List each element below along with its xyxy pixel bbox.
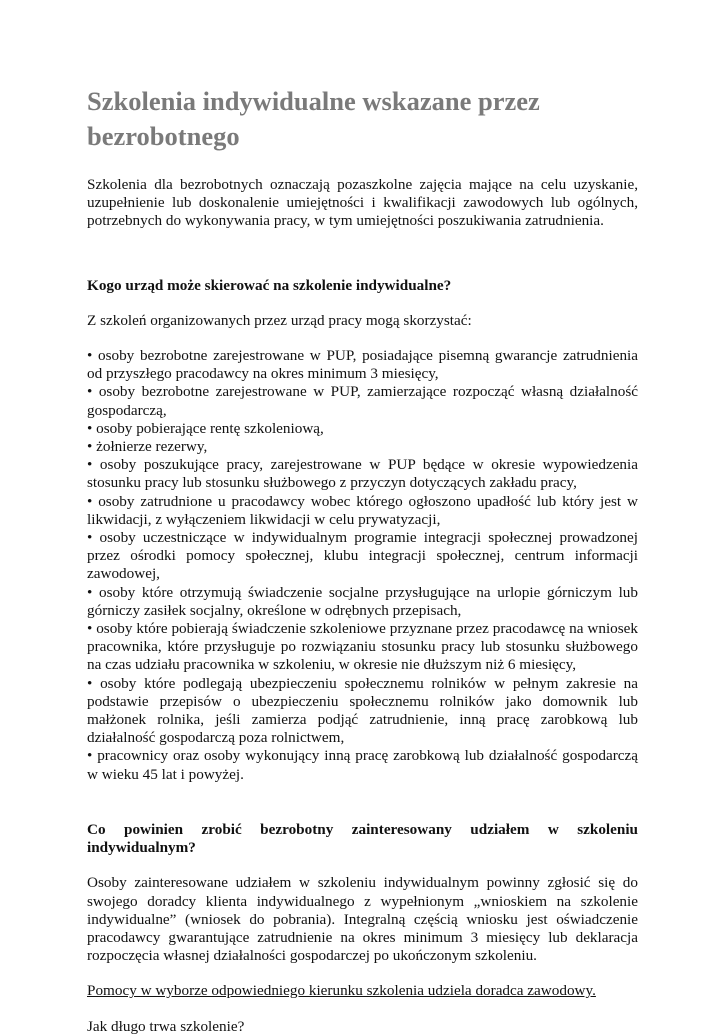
- document-page: [87, 84, 638, 1036]
- list-item: • osoby które otrzymują świadczenie socjalne przysługujące na urlopie górniczym lub górniczy zasiłek socjalny, określone w odrębnych przepisach,: [87, 583, 638, 619]
- career-advisor-link[interactable]: Pomocy w wyborze odpowiedniego kierunku szkolenia udziela doradca zawodowy.: [87, 982, 596, 1000]
- list-item: • pracownicy oraz osoby wykonujący inną pracę zarobkową lub działalność gospodarczą w wieku 45 lat i powyżej.: [87, 747, 638, 783]
- list-item: • osoby które pobierają świadczenie szkoleniowe przyznane przez pracodawcę na wniosek pracownika, które przysługuje po rozwiązaniu stosunku pracy lub stosunku służbowego na czas udziału pracownika w szkoleniu, w okresie nie dłuższym niż 6 miesięcy,: [87, 620, 638, 674]
- list-item: • osoby bezrobotne zarejestrowane w PUP, posiadające pisemną gwarancje zatrudnienia od przyszłego pracodawcy na okres minimum 3 miesięcy,: [87, 347, 638, 383]
- page-title: Szkolenia indywidualne wskazane przez bezrobotnego: [87, 86, 540, 151]
- eligibility-lead: Z szkoleń organizowanych przez urząd pracy mogą skorzystać:: [87, 311, 472, 329]
- section-heading-who: Kogo urząd może skierować na szkolenie indywidualne?: [87, 276, 452, 294]
- list-item: • osoby bezrobotne zarejestrowane w PUP, zamierzające rozpocząć własną działalność gospodarczą,: [87, 383, 638, 419]
- eligibility-list: [87, 347, 638, 784]
- career-advisor-paragraph: [87, 982, 638, 1000]
- list-item: • osoby uczestniczące w indywidualnym programie integracji społecznej prowadzonej przez ośrodki pomocy społecznej, klubu integracji społecznej, centrum informacji zawodowej,: [87, 529, 638, 583]
- intro-paragraph: Szkolenia dla bezrobotnych oznaczają pozaszkolne zajęcia mające na celu uzyskanie, uzupełnienie lub doskonalenie umiejętności i kwalifikacji zawodowych lub ogólnych, potrzebnych do wykonywania pracy, w tym umiejętności poszukiwania zatrudnienia.: [87, 176, 638, 230]
- section-heading-what-to-do: Co powinien zrobić bezrobotny zainteresowany udziałem w szkoleniu indywidualnym?: [87, 820, 638, 857]
- list-item: • żołnierze rezerwy,: [87, 438, 208, 456]
- list-item: • osoby pobierające rentę szkoleniową,: [87, 419, 324, 437]
- list-item: • osoby zatrudnione u pracodawcy wobec którego ogłoszono upadłość lub który jest w likwidacji, z wyłączeniem likwidacji w celu prywatyzacji,: [87, 492, 638, 528]
- application-paragraph: Osoby zainteresowane udziałem w szkoleniu indywidualnym powinny zgłosić się do swojego doradcy klienta indywidualnego z wypełnionym „wnioskiem na szkolenie indywidualne” (wniosek do pobrania). Integralną częścią wniosku jest oświadczenie pracodawcy gwarantujące zatrudnienie na okres minimum 3 miesięcy lub deklaracja rozpoczęcia własnej działalności gospodarczej po ukończonym szkoleniu.: [87, 874, 638, 965]
- list-item: • osoby które podlegają ubezpieczeniu społecznemu rolników w pełnym zakresie na podstawie przepisów o ubezpieczeniu społecznemu rolników jako domownik lub małżonek rolnika, jeśli zamierza podjąć zatrudnienie, inną pracę zarobkową lub działalność gospodarczą poza rolnictwem,: [87, 674, 638, 747]
- list-item: • osoby poszukujące pracy, zarejestrowane w PUP będące w okresie wypowiedzenia stosunku pracy lub stosunku służbowego z przyczyn dotyczących zakładu pracy,: [87, 456, 638, 492]
- section-heading-duration: Jak długo trwa szkolenie?: [87, 1017, 245, 1035]
